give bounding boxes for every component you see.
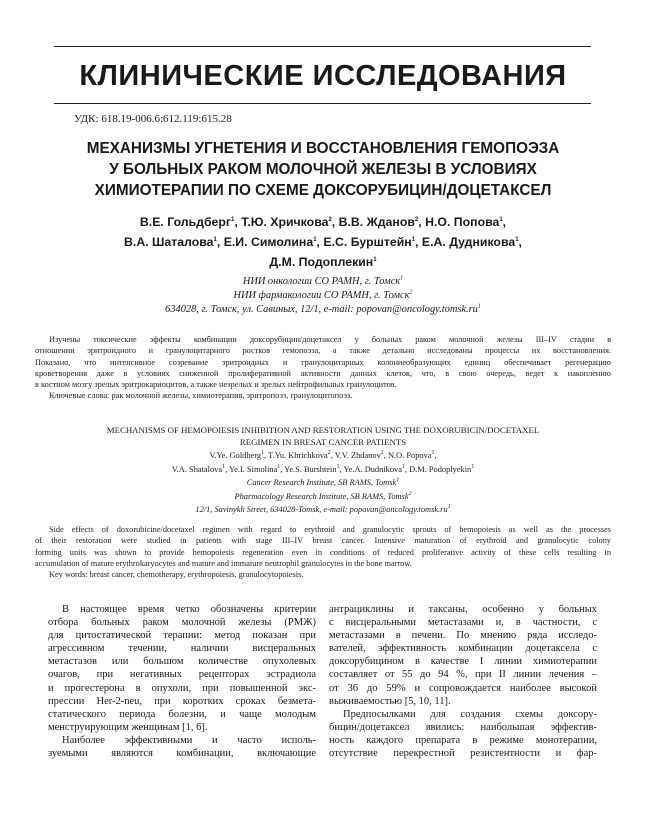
body-text-line: В настоящее время четко обозначены критерии (62, 604, 316, 615)
affiliation-en: Cancer Research Institute, SB RAMS, Tomsk$^1$ (246, 477, 400, 488)
author-affiliation-mark: 1 (277, 463, 281, 470)
body-text-line: с висцеральными метастазами и, в частности, с (329, 617, 597, 629)
author-name: V.Ye. Goldberg (209, 451, 262, 460)
body-text-line: отсутствие перекрестной резистентности и фар- (329, 748, 597, 760)
title-en-line: REGIMEN IN BRESAT CANCER PATIENTS (239, 436, 407, 447)
abstract-en (35, 524, 611, 580)
keywords-en: Key words: breast cancer, chemotherapy, erythropoiesis, granulocytopoiesis. (49, 570, 304, 580)
body-text-line: статического периода болезни, и чаще молодым (48, 708, 316, 720)
author-affiliation-mark: 1 (213, 236, 217, 243)
author-name: T.Yu. Khrichkova (268, 451, 328, 460)
author-name: Е.И. Симолина (223, 235, 314, 249)
author-affiliation-mark: 1 (336, 463, 340, 470)
body-column-left (48, 603, 316, 760)
author-name: N.O. Popova (387, 451, 432, 460)
affiliation-en: 12/1, Savinykh Street, 634028-Tomsk, e-mail: $popovan@oncology.tomsk.ru^1$ (195, 504, 451, 515)
affiliation: НИИ онкологии СО РАМН, г. Томск$^1$ (242, 275, 404, 287)
author-name: Ye.A. Dudnikova (343, 464, 402, 474)
author-name: V.V. Zhdanov (334, 451, 381, 460)
author-affiliation-mark: 2 (414, 216, 419, 223)
body-text-line: и прогестерона в опухоли, при повышенной экс- (48, 682, 316, 694)
title-line: У БОЛЬНЫХ РАКОМ МОЛОЧНОЙ ЖЕЛЕЗЫ В УСЛОВИЯХ (109, 161, 537, 178)
author-name: В.А. Шаталова (124, 235, 214, 249)
author-affiliation-mark: 1 (231, 216, 235, 223)
header-rule (54, 103, 591, 104)
author-name: Е.С. Бурштейн (323, 235, 412, 249)
affiliations-ru (60, 275, 586, 317)
abstract-line: Изучены токсические эффекты комбинации доксорубицин/доцетаксел у больных раком молочной железы III–IV стадии в (49, 335, 611, 344)
author-affiliation-mark: 1 (431, 450, 435, 457)
abstract-line: кроветворения даже в условиях сниженной пролиферативной активности данных клеток, что, в свою очередь, ведет к накоплению (35, 368, 611, 378)
authors-en-block (60, 449, 586, 517)
author-affiliation-mark: 2 (380, 450, 384, 457)
author-affiliation-mark: 1 (515, 236, 519, 243)
author-name: Д.М. Подоплекин (269, 255, 374, 269)
section-header: КЛИНИЧЕСКИЕ ИССЛЕДОВАНИЯ (79, 60, 567, 92)
author-affiliation-mark: 1 (222, 463, 226, 470)
body-text-line: метастазами в печени. По мнению ряда исследо- (329, 630, 597, 642)
author-affiliation-mark: 1 (261, 450, 265, 457)
title-en-line: MECHANISMS OF HEMOPOIESIS INHIBITION AND RESTORATION USING THE DOXORUBICIN/DOCETAXEL (106, 425, 540, 435)
abstract-line: Показано, что интенсивное созревание эритроидных и гранулоцитарных колониеобразующих единиц обеспечивает регенерацию (35, 357, 611, 367)
authors-line: В.А. Шаталова$^1$, Е.И. Симолина$^1$, Е.С. Бурштейн$^1$, Е.А. Дудникова$^1$, (124, 235, 522, 249)
body-text-line: доксорубицином в качестве I линии химиотерапии (329, 656, 597, 668)
body-text-line: прессии Her-2-neu, при коротких сроках безмета- (48, 695, 316, 707)
body-text-line: бицин/доцетаксел явились: наибольшая эффектив- (329, 721, 597, 733)
body-text-line: ность каждого препарата в режиме монотерапии, (329, 734, 597, 746)
body-text-line: очагов, при негативных рецепторах эстрадиола (48, 669, 316, 681)
abstract-en-line: accumulation of mature erythrokaryocytes and mature and immature neutrophil granulocytes in the bone marrow. (35, 558, 412, 568)
body-text-line: антрациклины и таксаны, особенно у больных (329, 604, 597, 615)
abstract-en-line: Side effects of doxorubicine/docetaxel regimen with regard to erythroid and granulocytic sprouts of hemopoiesis as well as the processes (49, 525, 611, 534)
affiliation: 634028, г. Томск, ул. Савиных, 12/1, e-mail: $popovan@oncology.tomsk.ru^1$ (165, 303, 481, 315)
authors-line: В.Е. Гольдберг$^1$, Т.Ю. Хричкова$^2$, В.В. Жданов$^2$, Н.О. Попова$^1$, (139, 215, 507, 229)
top-rule (54, 46, 591, 47)
body-text-line: менструирующим женщинам [1, 6]. (48, 721, 208, 733)
abstract-line: в костном мозгу зрелых эритрокариоцитов, а также незрелых и зрелых нейтрофильных гранулоцитов. (35, 380, 397, 390)
authors-ru (60, 212, 586, 272)
author-affiliation-mark: 1 (499, 216, 503, 223)
author-name: D.M. Podoplyekin (409, 464, 472, 474)
author-affiliation-mark: 1 (411, 236, 416, 243)
body-text-line: вателей, эффективность комбинации доцетаксела с (329, 643, 597, 655)
authors-en-line: V.Ye. Goldberg$^1$, T.Yu. Khrichkova$^2$, V.V. Zhdanov$^2$, N.O. Popova$^1$, (209, 450, 437, 460)
authors-line (60, 252, 586, 272)
title-line: МЕХАНИЗМЫ УГНЕТЕНИЯ И ВОССТАНОВЛЕНИЯ ГЕМОПОЭЗА (86, 140, 560, 157)
abstract-en-line: of their restoration were studied in patients with stage III–IV breast cancer. Intensive maturation of erythroid and granulocytic colony (35, 536, 611, 546)
body-text-line: составляет от 55 до 94 %, при II линии лечения – (329, 669, 597, 681)
article-title-en (60, 425, 586, 448)
author-affiliation-mark: 2 (328, 216, 332, 223)
article-title (60, 138, 586, 201)
body-text-line: Предпосылками для создания схемы доксору- (343, 708, 597, 720)
authors-en-line: V.A. Shatalova$^1$, Ye.I. Simolina$^1$, Ye.S. Burshtein$^1$, Ye.A. Dudnikova$^1$, D.M. Podoplyekin$^1$ (171, 463, 475, 474)
author-name: В.Е. Гольдберг (139, 215, 232, 229)
abstract-ru (35, 334, 611, 402)
body-text-line: агрессивном течении, наличии висцеральных (48, 643, 316, 655)
body-text-line: от 36 до 59% и сопровождается наиболее высокой (329, 682, 597, 694)
body-column-right (329, 603, 597, 760)
body-text-line: зуемыми являются комбинации, включающие (48, 748, 316, 760)
author-name: Т.Ю. Хричкова (241, 215, 329, 229)
author-affiliation-mark: 1 (401, 463, 405, 470)
author-name: Н.О. Попова (425, 215, 500, 229)
author-name: Ye.S. Burshtein (284, 464, 337, 474)
author-name: Ye.I. Simolina (228, 464, 278, 474)
abstract-en-line: forming units was shown to provide hemopoiesis regeneration even in conditions of reduced proliferative activity of these cells resulting in (35, 547, 611, 557)
author-name: V.A. Shatalova (171, 464, 223, 474)
body-text-line: метастазов или большом количестве опухолевых (48, 656, 316, 668)
keywords-ru: Ключевые слова: рак молочной железы, химиотерапия, эритропоэз, гранулоцитопоэз. (49, 391, 353, 401)
affiliation-en: Pharmacology Research Institute, SB RAMS, Tomsk$^2$ (234, 490, 412, 501)
affiliation: НИИ фармакологии СО РАМН, г. Томск$^2$ (233, 289, 413, 301)
abstract-line: отношении эритроидного и гранулоцитарного ростков гемопоэза, а также детально исследованы процессы их восстановления. (35, 346, 611, 356)
author-name: В.В. Жданов (338, 215, 415, 229)
udk-code: УДК: 618.19-006.6:612.119:615.28 (74, 113, 232, 125)
author-affiliation-mark: 1 (471, 463, 475, 470)
author-affiliation-mark: 2 (327, 450, 331, 457)
body-text-line: отбора больных раком молочной железы (РМЖ) (48, 617, 316, 629)
body-text-line: выживаемостью [5, 10, 11]. (329, 695, 451, 707)
author-affiliation-mark: 1 (313, 236, 317, 243)
author-affiliation-mark: 1 (373, 256, 377, 263)
body-text-line: Наиболее эффективными и часто исполь- (62, 734, 316, 746)
body-text-line: для цитостатической терапии: метод показан при (48, 630, 316, 642)
author-name: Е.А. Дудникова (421, 235, 516, 249)
title-line: ХИМИОТЕРАПИИ ПО СХЕМЕ ДОКСОРУБИЦИН/ДОЦЕТАКСЕЛ (94, 182, 552, 199)
